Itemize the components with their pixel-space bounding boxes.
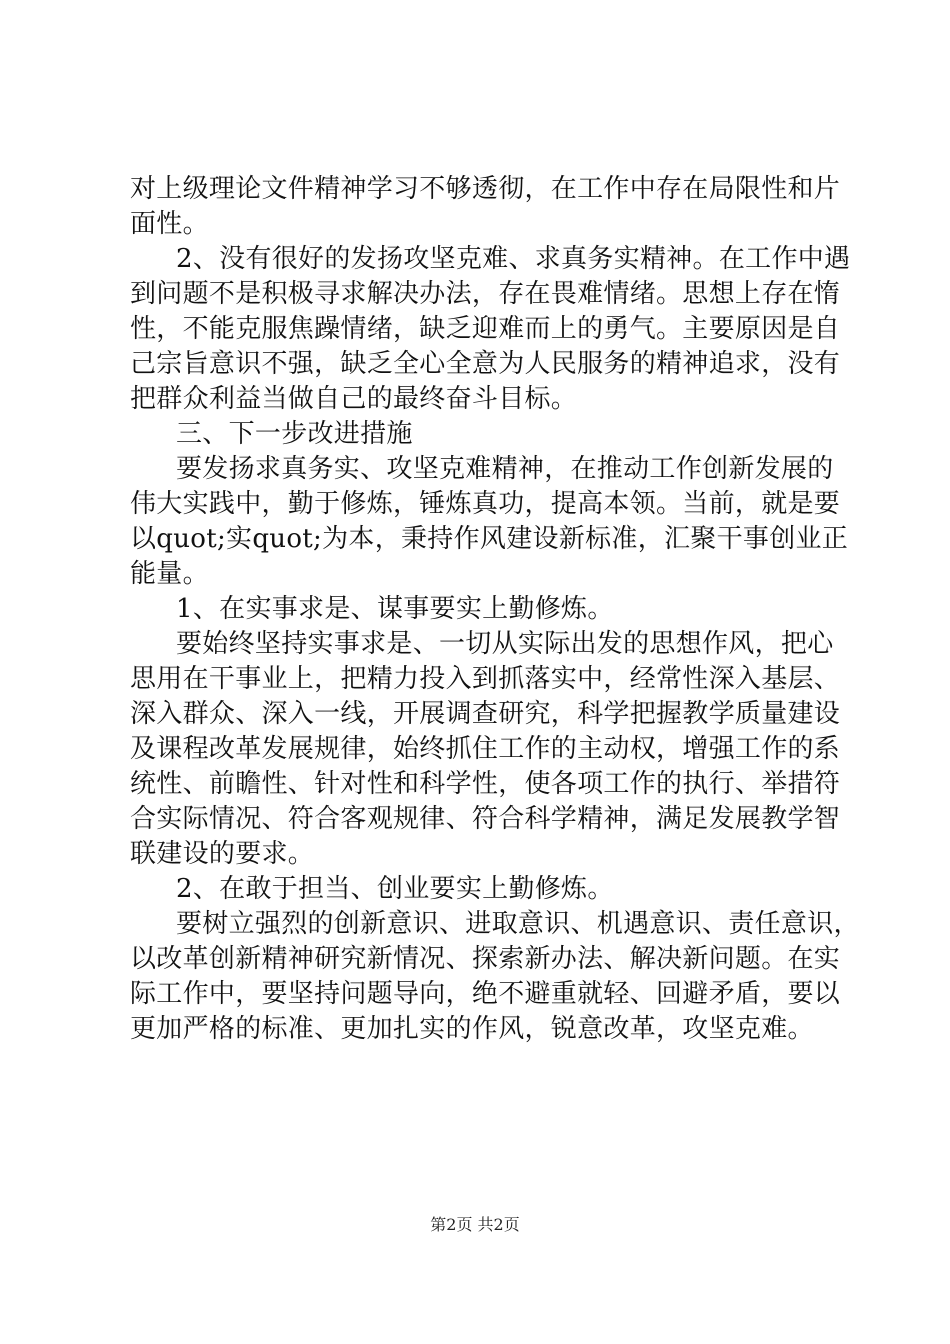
text-line: 联建设的要求。 [130,839,315,869]
text-line: 2、没有很好的发扬攻坚克难、求真务实精神。在工作中遇 [176,244,851,274]
text-line: 以quot;实quot;为本，秉持作风建设新标准，汇聚干事创业正 [130,524,849,554]
text-line: 更加严格的标准、更加扎实的作风，锐意改革，攻坚克难。 [130,1014,814,1044]
text-line: 合实际情况、符合客观规律、符合科学精神，满足发展教学智 [130,804,841,834]
text-line: 面性。 [130,209,209,239]
text-line: 深入群众、深入一线，开展调查研究，科学把握教学质量建设 [130,699,841,729]
text-line: 到问题不是积极寻求解决办法，存在畏难情绪。思想上存在惰 [130,279,841,309]
text-line: 及课程改革发展规律，始终抓住工作的主动权，增强工作的系 [130,734,841,764]
text-line: 能量。 [130,559,209,589]
text-line: 统性、前瞻性、针对性和科学性，使各项工作的执行、举措符 [130,769,841,799]
document-body [130,172,860,1047]
text-line: 以改革创新精神研究新情况、探索新办法、解决新问题。在实 [130,944,841,974]
text-line: 1、在实事求是、谋事要实上勤修炼。 [176,594,614,624]
text-line: 把群众利益当做自己的最终奋斗目标。 [130,384,578,414]
text-line: 要始终坚持实事求是、一切从实际出发的思想作风，把心 [176,629,834,659]
page-footer: 第2页 共2页 [430,1215,520,1234]
text-line: 要树立强烈的创新意识、进取意识、机遇意识、责任意识， [176,909,860,939]
text-line: 思用在干事业上，把精力投入到抓落实中，经常性深入基层、 [130,664,841,694]
text-line: 要发扬求真务实、攻坚克难精神，在推动工作创新发展的 [176,454,834,484]
text-line: 2、在敢于担当、创业要实上勤修炼。 [176,874,614,904]
text-line: 三、下一步改进措施 [176,419,413,449]
text-line: 伟大实践中，勤于修炼，锤炼真功，提高本领。当前，就是要 [130,489,841,519]
text-line: 对上级理论文件精神学习不够透彻，在工作中存在局限性和片 [130,174,841,204]
text-line: 际工作中，要坚持问题导向，绝不避重就轻、回避矛盾，要以 [130,979,841,1009]
text-line: 性，不能克服焦躁情绪，缺乏迎难而上的勇气。主要原因是自 [130,314,841,344]
text-line: 己宗旨意识不强，缺乏全心全意为人民服务的精神追求，没有 [130,349,841,379]
